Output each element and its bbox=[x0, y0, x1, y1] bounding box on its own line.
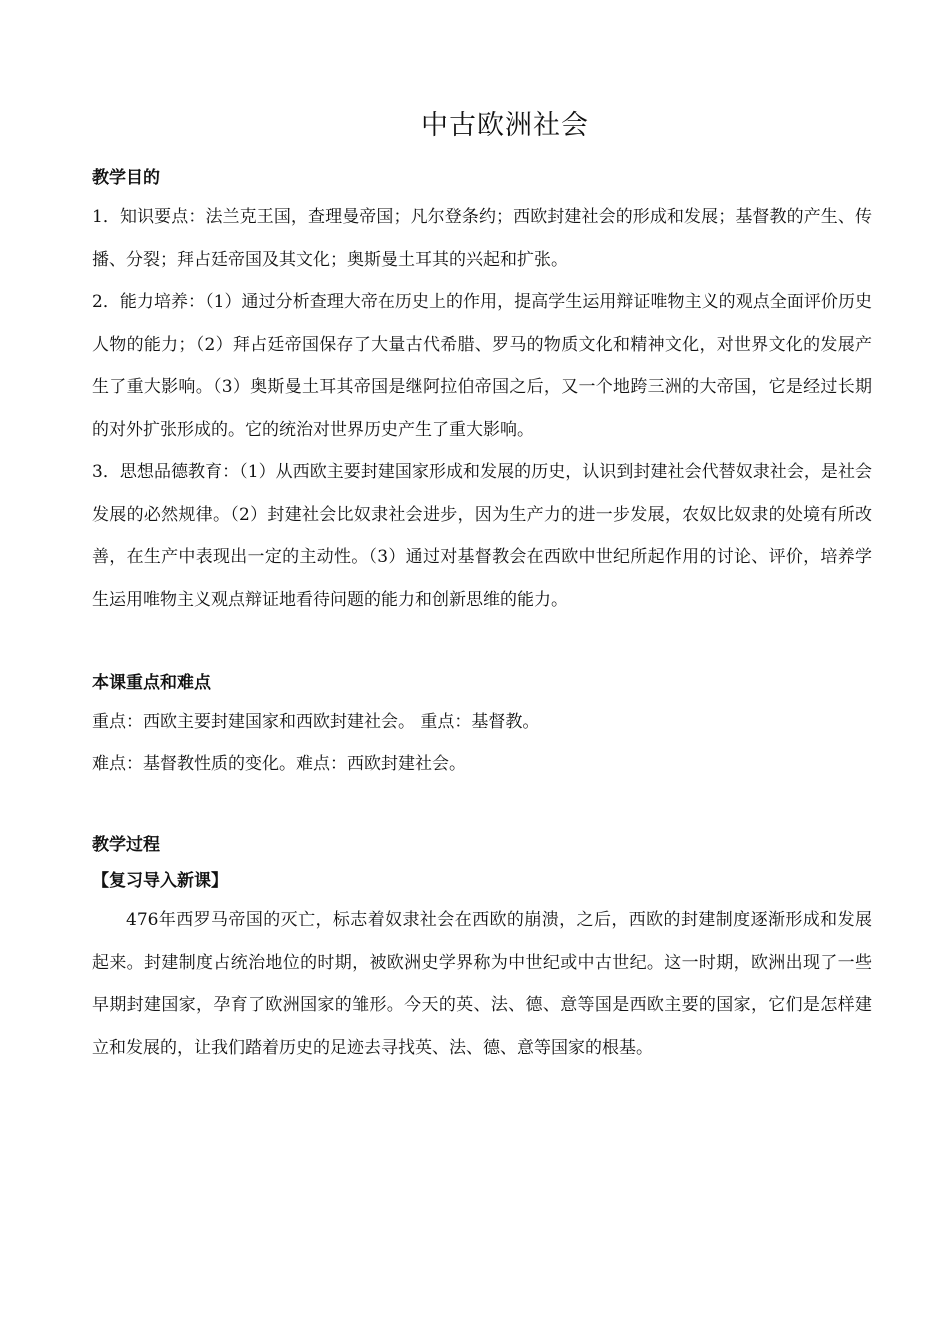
objective-knowledge: 1．知识要点：法兰克王国，查理曼帝国；凡尔登条约；西欧封建社会的形成和发展；基督教的产生、传播、分裂；拜占廷帝国及其文化；奥斯曼土耳其的兴起和扩张。 bbox=[92, 207, 872, 270]
key-point-line: 重点：西欧主要封建国家和西欧封建社会。 重点：基督教。 bbox=[92, 712, 540, 732]
section-heading-key-points: 本课重点和难点 bbox=[92, 673, 211, 693]
document-body bbox=[92, 160, 872, 1069]
section-gap bbox=[92, 621, 872, 665]
section-gap bbox=[92, 785, 872, 827]
process-subheading: 【复习导入新课】 bbox=[92, 871, 228, 891]
objective-ability: 2．能力培养：（1）通过分析查理大帝在历史上的作用，提高学生运用辩证唯物主义的观点全面评价历史人物的能力；（2）拜占廷帝国保存了大量古代希腊、罗马的物质文化和精神文化，对世界文化的发展产生了重大影响。（3）奥斯曼土耳其帝国是继阿拉伯帝国之后，又一个地跨三洲的大帝国，它是经过长期的对外扩张形成的。它的统治对世界历史产生了重大影响。 bbox=[92, 292, 872, 440]
section-heading-process: 教学过程 bbox=[92, 835, 160, 855]
document-title: 中古欧洲社会 bbox=[421, 110, 589, 141]
objective-moral: 3．思想品德教育：（1）从西欧主要封建国家形成和发展的历史，认识到封建社会代替奴隶社会，是社会发展的必然规律。（2）封建社会比奴隶社会进步，因为生产力的进一步发展，农奴比奴隶的处境有所改善，在生产中表现出一定的主动性。（3）通过对基督教会在西欧中世纪所起作用的讨论、评价，培养学生运用唯物主义观点辩证地看待问题的能力和创新思维的能力。 bbox=[92, 462, 872, 610]
difficult-point-line: 难点：基督教性质的变化。难点：西欧封建社会。 bbox=[92, 754, 466, 774]
intro-paragraph: 476年西罗马帝国的灭亡，标志着奴隶社会在西欧的崩溃，之后，西欧的封建制度逐渐形成和发展起来。封建制度占统治地位的时期，被欧洲史学界称为中世纪或中古世纪。这一时期，欧洲出现了一些早期封建国家，孕育了欧洲国家的雏形。今天的英、法、德、意等国是西欧主要的国家，它们是怎样建立和发展的，让我们踏着历史的足迹去寻找英、法、德、意等国家的根基。 bbox=[92, 910, 872, 1058]
section-heading-objectives: 教学目的 bbox=[92, 168, 160, 188]
